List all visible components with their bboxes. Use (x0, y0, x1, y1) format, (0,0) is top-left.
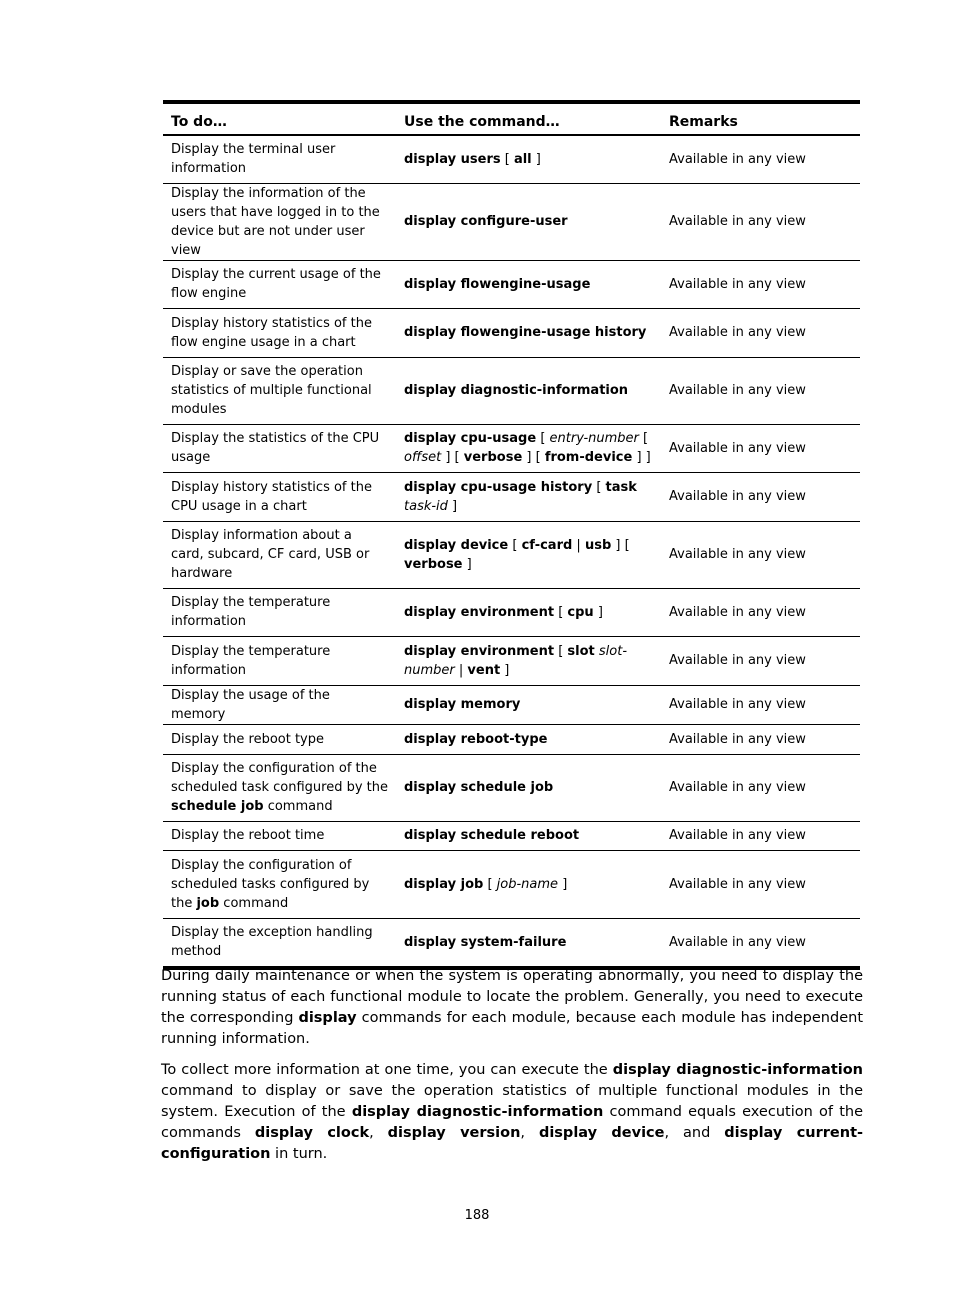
text-segment: ] [ (522, 450, 545, 465)
paragraph-diagnostic-info (161, 1060, 863, 1165)
bold-text: display device (538, 1125, 665, 1141)
cell-task (163, 357, 396, 424)
cell-remarks: Available in any view (661, 636, 860, 685)
cell-command (396, 260, 661, 308)
bold-text: display users (404, 151, 501, 167)
text-segment: ] [ (611, 537, 630, 553)
text-segment: ] (447, 498, 458, 514)
table-row (163, 918, 860, 968)
cell-remarks: Available in any view (661, 424, 860, 472)
text-segment: [ (638, 431, 649, 446)
cell-task (163, 754, 396, 821)
text-segment: Display information about a card, subcard, CF card, USB or hardware (171, 528, 370, 581)
bold-text: display environment (404, 604, 555, 620)
text-segment: command to display or save the operation statistics of multiple functional modules in the system. Execution of the (161, 1083, 863, 1120)
cell-command (396, 135, 661, 183)
text-segment: Display the temperature information (171, 643, 331, 678)
table-row (163, 472, 860, 521)
italic-text: slot-number (404, 643, 628, 678)
text-segment: Display the configuration of scheduled tasks configured by the (171, 857, 370, 911)
cell-task (163, 685, 396, 724)
bold-text: job (196, 895, 220, 911)
bold-text: all (513, 151, 532, 167)
bold-text: cpu (567, 604, 594, 620)
cell-command (396, 918, 661, 968)
text-segment: Display the information of the users that have logged in to the device but are not under user view (171, 185, 380, 258)
bold-text: slot (567, 643, 595, 659)
bold-text: display memory (404, 697, 521, 712)
cell-task (163, 850, 396, 918)
bold-text: vent (467, 662, 501, 678)
cell-task (163, 472, 396, 521)
text-segment: ] (593, 604, 603, 620)
cell-task (163, 183, 396, 260)
table-row (163, 521, 860, 588)
bold-text: cf-card (521, 537, 573, 553)
cell-task (163, 424, 396, 472)
cell-task (163, 636, 396, 685)
bold-text: display flowengine-usage history (404, 325, 647, 340)
table-row (163, 357, 860, 424)
cell-remarks: Available in any view (669, 934, 806, 950)
text-segment: Display history statistics of the CPU usage in a chart (171, 479, 372, 514)
table-row (163, 260, 860, 308)
text-segment: commands for each module, because each module has independent running information. (161, 1010, 863, 1047)
text-segment: | (572, 537, 585, 553)
text-segment: [ (554, 604, 568, 620)
bold-text: display cpu-usage (404, 431, 537, 446)
text-segment: ] (462, 556, 472, 572)
cell-task (163, 918, 396, 968)
cell-command (396, 850, 661, 918)
cell-command (396, 685, 661, 724)
text-segment: command equals execution of the commands (161, 1104, 863, 1141)
text-segment: Display or save the operation statistics of multiple functional modules (171, 364, 372, 417)
bold-text: display cpu-usage history (404, 479, 593, 495)
text-segment: | (454, 662, 468, 678)
cell-command (396, 821, 661, 850)
text-segment: [ (483, 876, 497, 892)
cell-command (396, 308, 661, 357)
page-number: 188 (464, 1208, 490, 1223)
cell-remarks: Available in any view (661, 685, 860, 724)
text-segment: To collect more information at one time, you can execute the (161, 1062, 613, 1078)
text-segment: Display the statistics of the CPU usage (171, 431, 380, 465)
italic-text: offset (404, 450, 442, 465)
table-row (163, 135, 860, 183)
bold-text: verbose (404, 556, 463, 572)
text-segment: ] [ (441, 450, 464, 465)
cell-remarks: Available in any view (661, 357, 860, 424)
text-segment: ] (558, 876, 568, 892)
cell-command (396, 424, 661, 472)
cell-task (163, 821, 396, 850)
text-segment: , and (664, 1125, 725, 1141)
command-table (163, 100, 860, 970)
cell-remarks: Available in any view (661, 135, 860, 183)
table-row (163, 724, 860, 754)
italic-text: entry-number (549, 431, 639, 446)
bold-text: display schedule reboot (404, 828, 580, 843)
text-segment: Display the terminal user information (171, 142, 336, 177)
text-segment: Display the exception handling method (171, 925, 373, 960)
table-row (163, 636, 860, 685)
cell-task (163, 308, 396, 357)
text-segment: ] (531, 151, 541, 167)
cell-command (396, 724, 661, 754)
header-to-do: To do… (163, 102, 396, 135)
text-segment: Display the usage of the memory (171, 687, 330, 722)
text-segment: [ (554, 643, 568, 659)
text-segment: Display the current usage of the flow engine (171, 267, 381, 301)
bold-text: display configure-user (404, 214, 568, 229)
cell-task (163, 521, 396, 588)
table-row (163, 850, 860, 918)
table-row (163, 424, 860, 472)
text-segment: [ (508, 537, 522, 553)
cell-task (163, 588, 396, 636)
bold-text: display diagnostic-information (351, 1104, 604, 1120)
bold-text: display device (404, 537, 509, 553)
cell-command (396, 754, 661, 821)
bold-text: display schedule job (404, 780, 554, 795)
italic-text: job-name (496, 876, 559, 892)
bold-text: display diagnostic-information (404, 383, 629, 398)
table-row (163, 588, 860, 636)
bold-text: display (298, 1010, 357, 1026)
cell-remarks: Available in any view (661, 308, 860, 357)
cell-remarks: Available in any view (661, 821, 860, 850)
bold-text: from-device (544, 450, 633, 465)
cell-remarks: Available in any view (661, 472, 860, 521)
bold-text: display diagnostic-information (612, 1062, 863, 1078)
cell-command (396, 472, 661, 521)
table-row (163, 308, 860, 357)
text-segment: Display the reboot time (171, 828, 325, 843)
table-header-row (163, 102, 860, 135)
bold-text: display system-failure (404, 934, 567, 950)
text-segment: ] (500, 662, 510, 678)
cell-remarks: Available in any view (661, 754, 860, 821)
text-segment: [ (592, 479, 606, 495)
text-segment: , (369, 1125, 388, 1141)
cell-remarks: Available in any view (661, 724, 860, 754)
text-segment: , (520, 1125, 539, 1141)
cell-command (396, 357, 661, 424)
table-row (163, 821, 860, 850)
text-segment: command (263, 799, 333, 814)
table-row (163, 754, 860, 821)
cell-task (163, 135, 396, 183)
bold-text: usb (584, 537, 612, 553)
bold-text: verbose (463, 450, 523, 465)
bold-text: display environment (404, 643, 555, 659)
bold-text: display current-configuration (161, 1125, 864, 1162)
text-segment: During daily maintenance or when the system is operating abnormally, you need to display the running status of each functional module to locate the problem. Generally, you need to execute the corresponding (161, 968, 863, 1026)
paragraph-maintenance (161, 966, 863, 1050)
bold-text: display reboot-type (404, 731, 548, 747)
text-segment: command (219, 895, 289, 911)
header-remarks: Remarks (661, 102, 860, 135)
text-segment: Display the configuration of the scheduled task configured by the (171, 761, 389, 795)
table-row (163, 183, 860, 260)
text-segment: Display the reboot type (171, 731, 325, 747)
cell-remarks: Available in any view (661, 260, 860, 308)
bold-text: display job (404, 876, 484, 892)
cell-command (396, 636, 661, 685)
cell-remarks: Available in any view (661, 588, 860, 636)
bold-text: display clock (254, 1125, 370, 1141)
bold-text: schedule job (171, 799, 264, 814)
text-segment: Display history statistics of the flow engine usage in a chart (171, 315, 372, 350)
cell-command (396, 521, 661, 588)
header-command: Use the command… (396, 102, 661, 135)
text-segment: [ (500, 151, 514, 167)
cell-remarks: Available in any view (661, 183, 860, 260)
text-segment: ] ] (632, 450, 651, 465)
cell-remarks: Available in any view (661, 521, 860, 588)
bold-text: task (605, 479, 637, 495)
bold-text: display version (387, 1125, 521, 1141)
cell-command (396, 183, 661, 260)
cell-task (163, 260, 396, 308)
cell-command (396, 588, 661, 636)
text-segment: [ (536, 431, 550, 446)
bold-text: display flowengine-usage (404, 276, 591, 292)
cell-remarks: Available in any view (661, 850, 860, 918)
text-segment: in turn. (270, 1146, 328, 1162)
text-segment: Display the temperature information (171, 595, 331, 629)
table-body (163, 135, 860, 968)
italic-text: task-id (404, 498, 448, 514)
cell-task (163, 724, 396, 754)
table-row (163, 685, 860, 724)
